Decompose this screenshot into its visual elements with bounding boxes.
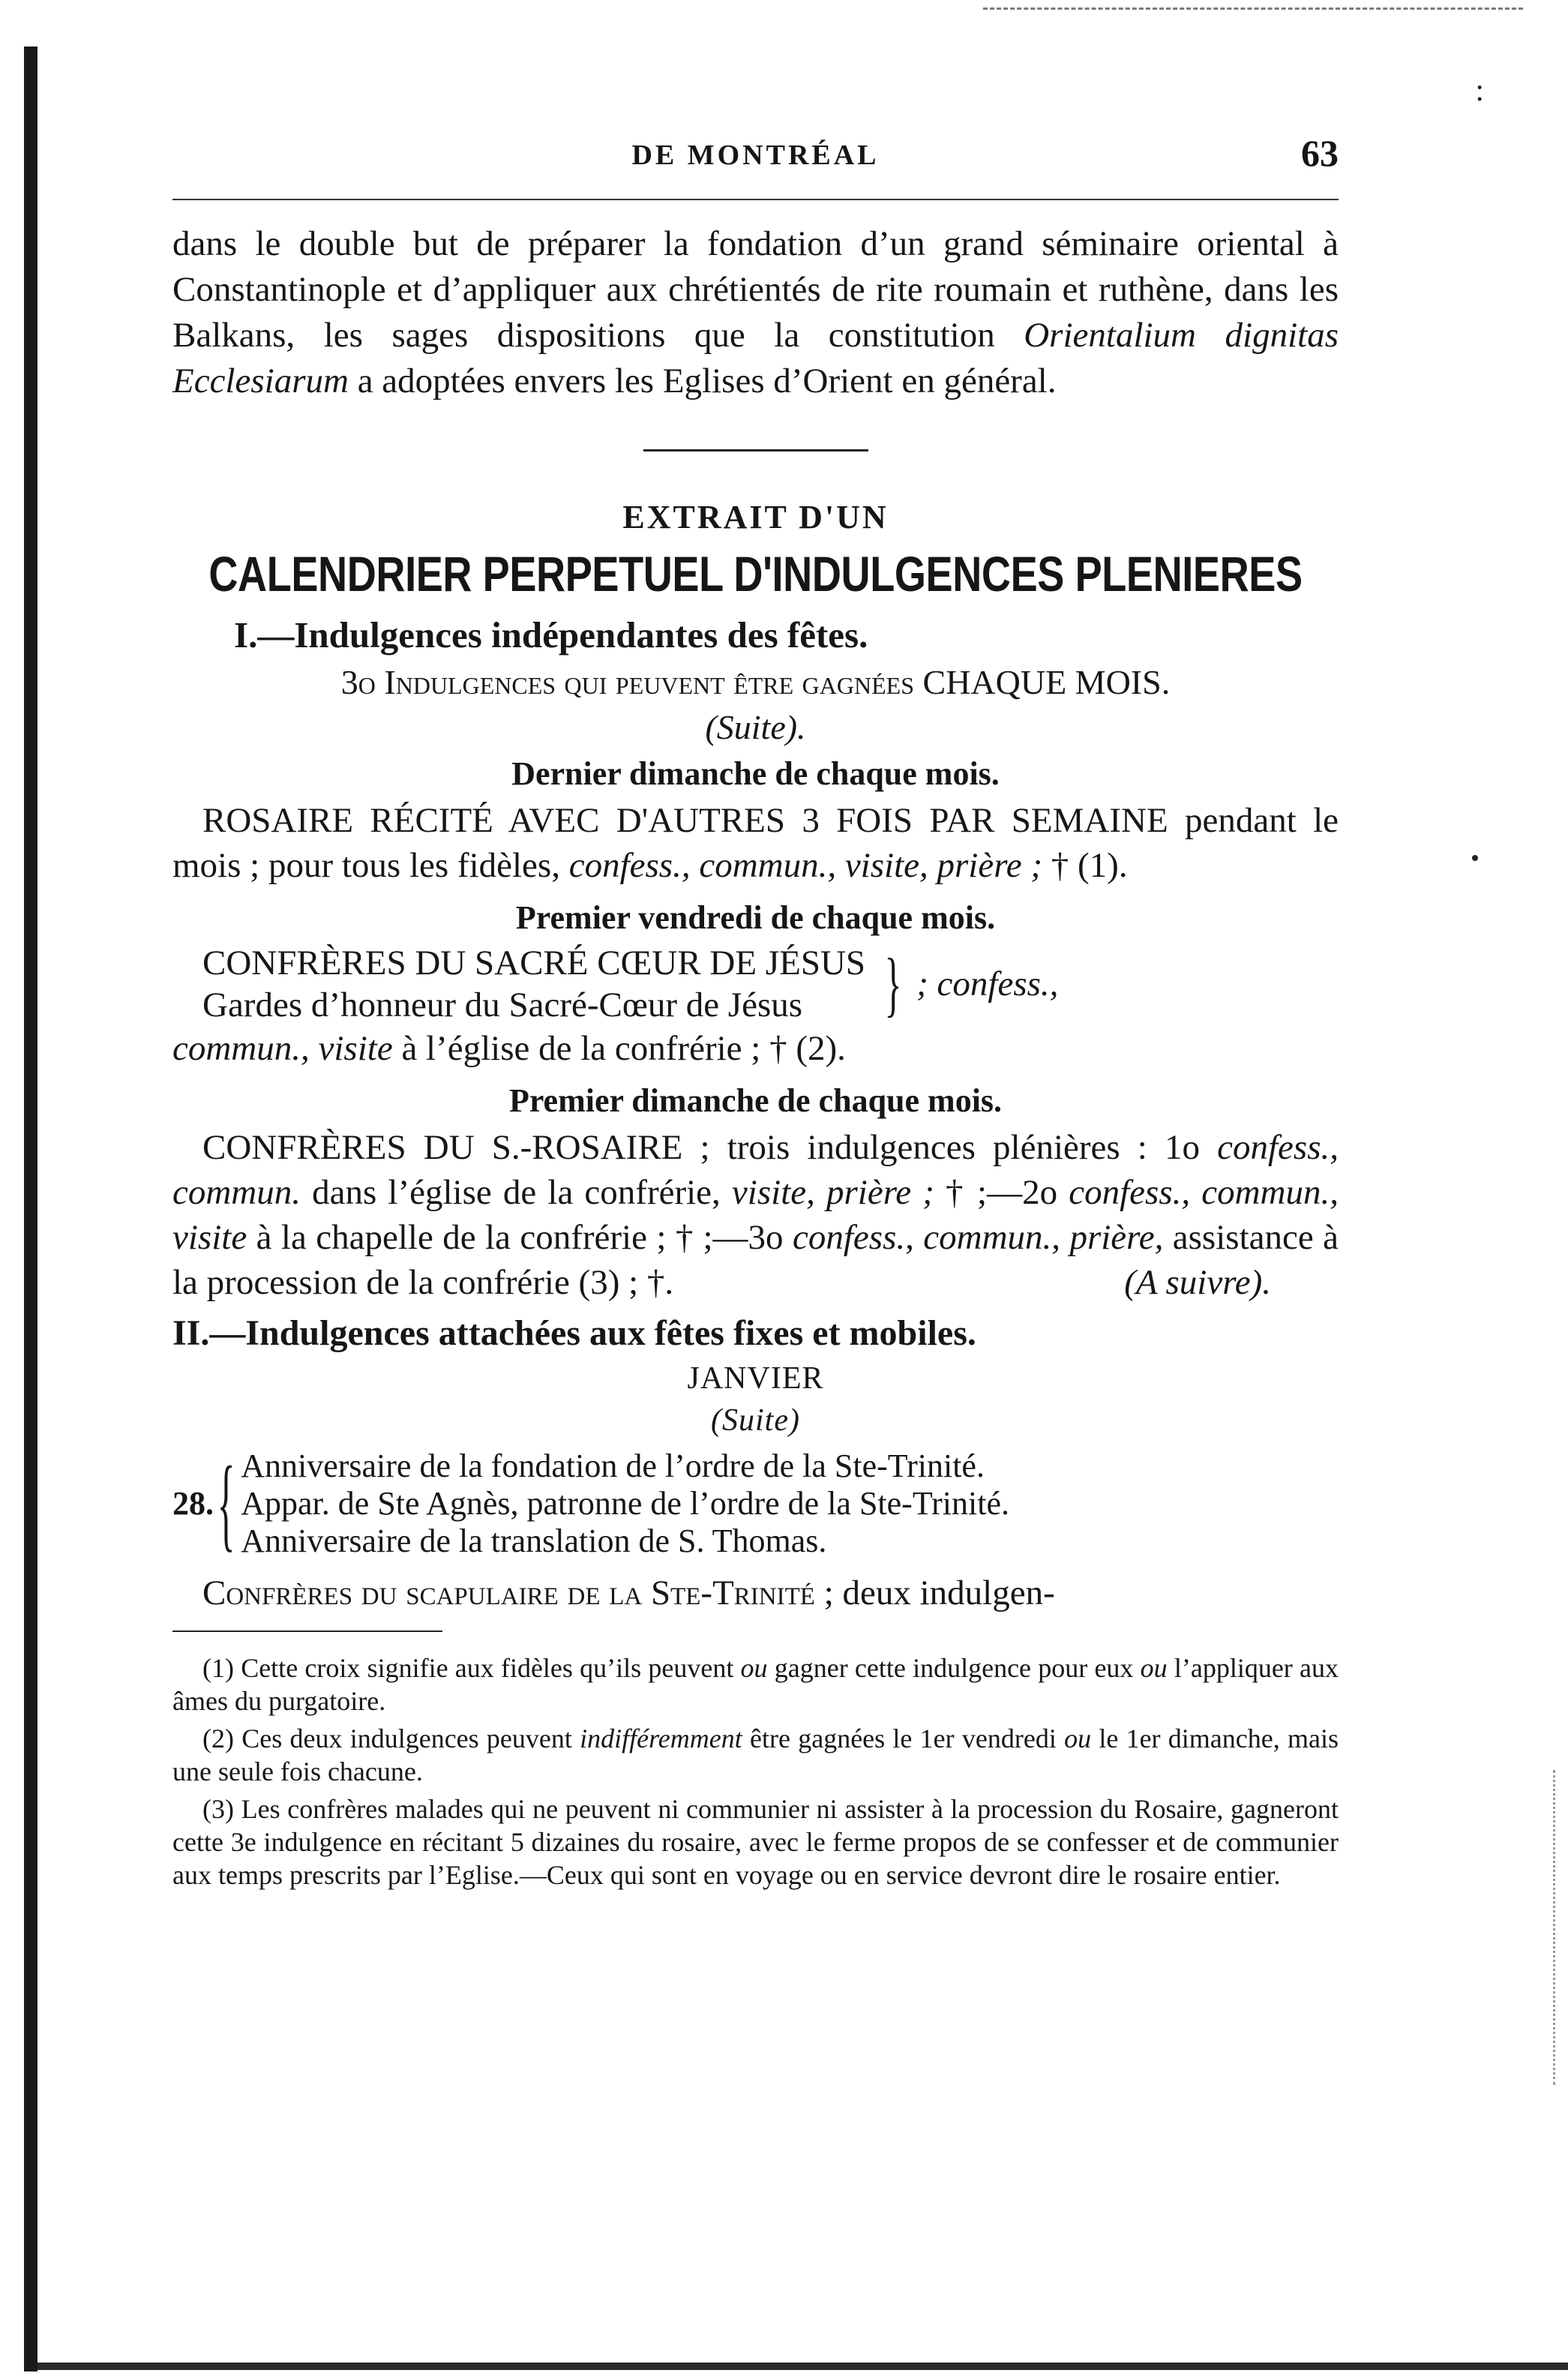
section-2-heading: II.—Indulgences attachées aux fêtes fixes et mobiles. [172,1313,976,1353]
margin-speck [1472,855,1478,861]
fn1-b: gagner cette indulgence pour eux [767,1653,1141,1683]
running-title: DE MONTRÉAL [631,140,880,171]
entry-s-rosaire-i1: confess., commun. [172,1128,1339,1212]
fn2-i: indifféremment [580,1724,742,1754]
intro-text-1: dans le double but de préparer la fondation d’un grand séminaire oriental à Constantinople et d’appliquer aux chrétientés de rite roumain et ruthène, dans les Balkans, les sages dispositions que la constitution [172,224,1339,355]
entry-rosaire [172,798,1339,888]
date-number: 28. [172,1485,214,1522]
fn1-i: ou [740,1653,768,1683]
entry-scapulaire-lead: Confrères du scapulaire de la Ste-Trinité [202,1574,815,1612]
entry-s-rosaire-t2: dans l’église de la confrérie, [301,1173,732,1212]
section-divider [643,449,868,452]
right-brace: } [884,944,902,1024]
date-entry-28 [172,1445,1339,1562]
entry-rosaire-conditions: confess., commun., visite, prière ; [568,846,1043,885]
page-header [172,131,1339,184]
entry-scapulaire-text: ; deux indulgen- [814,1574,1055,1612]
date-line-1: Anniversaire de la fondation de l’ordre de la Ste-Trinité. [241,1448,985,1484]
entry-sacre-coeur-lines [202,942,865,1026]
entry-sacre-coeur-continuation [172,1026,1339,1071]
entry-rosaire-text: pendant le mois ; pour tous les fidèles, [172,801,1339,885]
entry-rosaire-lead: ROSAIRE RÉCITÉ AVEC D'AUTRES 3 FOIS PAR SEMAINE [202,801,1168,840]
footnote-rule [172,1630,442,1632]
a-suivre-label: (A suivre). [1124,1263,1271,1302]
fn2-c: le 1er dimanche, mais une seule fois chacune. [172,1724,1339,1786]
footnotes [172,1652,1339,1892]
day-heading-first-friday: Premier vendredi de chaque mois. [515,899,996,936]
header-rule [172,199,1339,200]
subsection-heading-b: CHAQUE MOIS. [922,663,1171,701]
right-edge-mark [1553,1770,1558,2085]
footnote-3 [172,1792,1339,1892]
entry-sacre-coeur-line1: CONFRÈRES DU SACRÉ CŒUR DE JÉSUS [202,944,866,982]
margin-colon-mark: : [1475,74,1484,108]
entry-sacre-coeur-text: à l’église de la confrérie ; † (2). [392,1029,846,1068]
entry-s-rosaire-i3: confess., commun., visite [172,1173,1339,1257]
fn2-i2: ou [1064,1724,1092,1754]
entry-s-rosaire [172,1125,1339,1305]
suite-label: (Suite). [705,708,806,746]
entry-sacre-coeur-line2: Gardes d’honneur du Sacré-Cœur de Jésus [202,986,803,1024]
entry-sacre-coeur-brace-tail: ; confess., [916,964,1059,1004]
bottom-page-border [37,2362,1568,2370]
entry-s-rosaire-t3: † ;—2o [934,1173,1069,1212]
fn1-c: l’appliquer aux âmes du purgatoire. [172,1653,1339,1716]
intro-italic-title: Orientalium dignitas Ecclesiarum [172,316,1339,400]
month-suite-label: (Suite) [711,1403,800,1438]
date-line-2: Appar. de Ste Agnès, patronne de l’ordre de la Ste-Trinité. [241,1485,1010,1522]
entry-s-rosaire-i2: visite, prière ; [731,1173,934,1212]
page-content [172,131,1339,1896]
entry-s-rosaire-lead: CONFRÈRES DU S.-ROSAIRE [202,1128,683,1167]
day-heading-last-sunday: Dernier dimanche de chaque mois. [511,755,1000,792]
day-heading-first-sunday: Premier dimanche de chaque mois. [508,1082,1003,1119]
entry-s-rosaire-t5: assistance à la procession de la confrérie (3) ; †. [172,1218,1339,1302]
subsection-heading [172,660,1339,705]
entry-sacre-coeur-conditions: commun., visite [172,1029,393,1068]
fn3-a: (3) Les confrères malades qui ne peuvent ni communier ni assister à la procession du Rosaire, gagneront cette 3e indulgence en récitant 5 dizaines du rosaire, avec le ferme propos de se confesser et de communier aux temps prescrits par l’Eglise.—Ceux qui sont en voyage ou en service devront dire le rosaire entier. [172,1794,1339,1890]
footnote-2 [172,1722,1339,1788]
intro-text-2: a adoptées envers les Eglises d’Orient en général. [348,362,1057,400]
fn1-a: (1) Cette croix signifie aux fidèles qu’ils peuvent [202,1653,741,1683]
article-title: CALENDRIER PERPETUEL D'INDULGENCES PLENIERES [208,546,1303,602]
article-kicker: EXTRAIT D'UN [622,499,889,536]
fn2-a: (2) Ces deux indulgences peuvent [202,1724,580,1754]
entry-s-rosaire-i4: confess., commun., prière, [793,1218,1164,1257]
intro-paragraph [172,221,1339,404]
page-number: 63 [1301,132,1339,174]
fn1-i2: ou [1140,1653,1168,1683]
entry-sacre-coeur [172,942,1339,1026]
entry-rosaire-note: † (1). [1042,846,1128,885]
left-page-border [24,46,37,2372]
entry-s-rosaire-t1: ; trois indulgences plénières : 1o [682,1128,1218,1167]
section-1-heading: I.—Indulgences indépendantes des fêtes. [234,614,868,656]
fn2-b: être gagnées le 1er vendredi [742,1724,1065,1754]
left-brace: { [217,1445,235,1562]
date-entry-lines [241,1448,1009,1560]
date-line-3: Anniversaire de la translation de S. Thomas. [241,1522,827,1559]
top-edge-dashes [983,8,1523,10]
footnote-1 [172,1652,1339,1718]
subsection-heading-a: 3o Indulgences qui peuvent être gagnées [340,663,915,701]
entry-scapulaire [172,1570,1339,1616]
month-heading: JANVIER [687,1361,824,1396]
entry-s-rosaire-t4: à la chapelle de la confrérie ; † ;—3o [247,1218,793,1257]
